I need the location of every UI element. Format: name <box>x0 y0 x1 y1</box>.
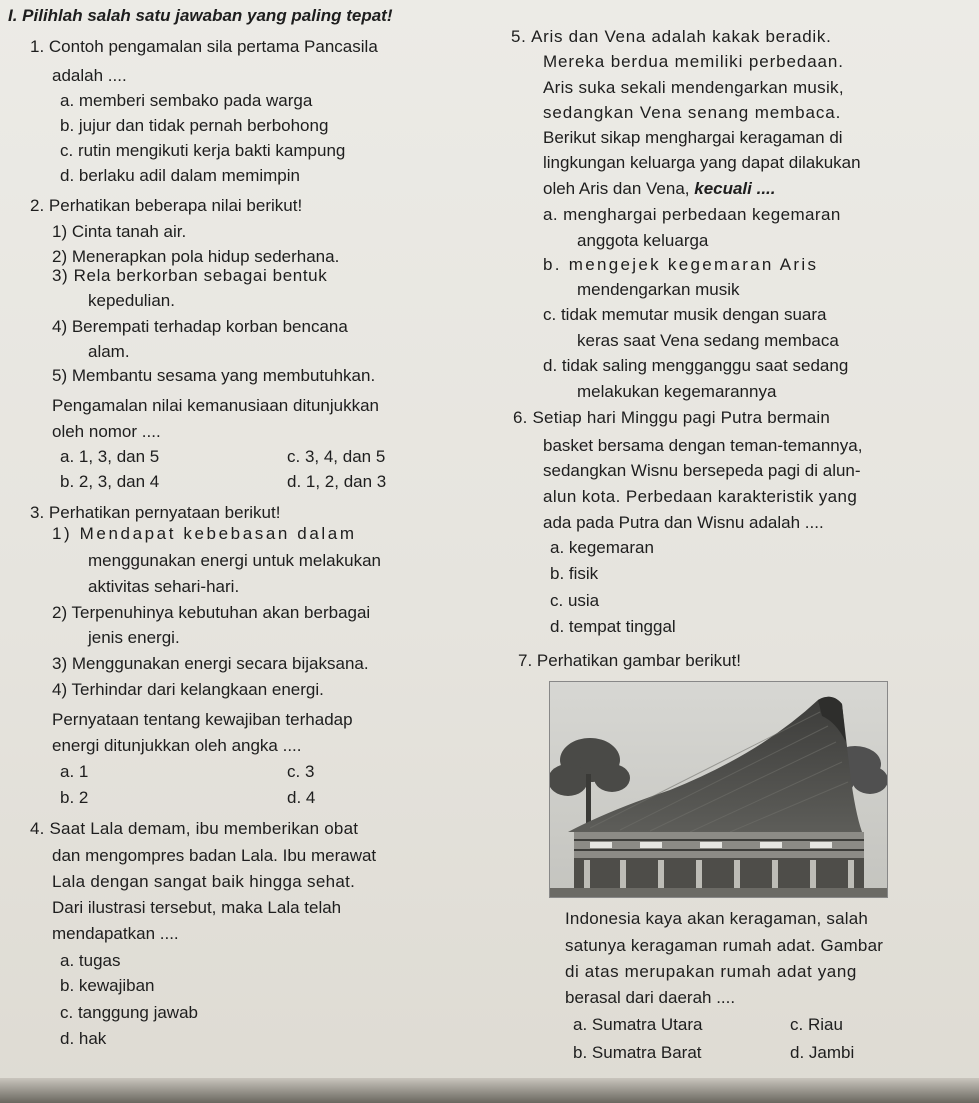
question-7-option-c[interactable]: c. Riau <box>790 1015 843 1034</box>
question-6-stem-line-1: 6. Setiap hari Minggu pagi Putra bermain <box>513 408 831 427</box>
question-2-option-d[interactable]: d. 1, 2, dan 3 <box>287 472 387 491</box>
question-3-item-1-cont-1: menggunakan energi untuk melakukan <box>88 551 381 570</box>
question-1-option-b[interactable]: b. jujur dan tidak pernah berbohong <box>60 116 329 135</box>
question-4-option-c[interactable]: c. tanggung jawab <box>60 1003 198 1022</box>
question-3-option-d[interactable]: d. 4 <box>287 788 316 807</box>
question-5-option-d[interactable]: d. tidak saling mengganggu saat sedang <box>543 356 849 375</box>
question-4-stem-line-1: 4. Saat Lala demam, ibu memberikan obat <box>30 819 359 838</box>
question-5-stem-line-7 <box>543 179 776 199</box>
question-7-text-line-3: di atas merupakan rumah adat yang <box>565 962 857 981</box>
question-2-item-4: 4) Berempati terhadap korban bencana <box>52 317 348 336</box>
question-7-text-line-1: Indonesia kaya akan keragaman, salah <box>565 909 869 928</box>
question-5-option-b[interactable]: b. mengejek kegemaran Aris <box>543 255 819 274</box>
question-5-option-b-cont: mendengarkan musik <box>577 280 740 299</box>
question-2-item-5: 5) Membantu sesama yang membutuhkan. <box>52 366 376 385</box>
question-2-stem: 2. Perhatikan beberapa nilai berikut! <box>30 196 303 215</box>
question-3-option-c[interactable]: c. 3 <box>287 762 315 781</box>
question-2-item-1: 1) Cinta tanah air. <box>52 222 187 241</box>
question-3-item-1-cont-2: aktivitas sehari-hari. <box>88 577 240 596</box>
question-5-option-a-cont: anggota keluarga <box>577 231 709 250</box>
question-2-item-4-cont: alam. <box>88 342 130 361</box>
question-5-stem-line-1: 5. Aris dan Vena adalah kakak beradik. <box>511 27 832 46</box>
question-6-stem-line-2: basket bersama dengan teman-temannya, <box>543 436 863 455</box>
question-2-item-3: 3) Rela berkorban sebagai bentuk <box>52 266 328 285</box>
question-6-option-b[interactable]: b. fisik <box>550 564 599 583</box>
question-4-stem-line-3: Lala dengan sangat baik hingga sehat. <box>52 872 356 891</box>
question-4-option-a[interactable]: a. tugas <box>60 951 121 970</box>
question-6-option-d[interactable]: d. tempat tinggal <box>550 617 676 636</box>
question-5-stem-line-5: Berikut sikap menghargai keragaman di <box>543 128 843 147</box>
question-7-option-d[interactable]: d. Jambi <box>790 1043 855 1062</box>
question-6-option-c[interactable]: c. usia <box>550 591 600 610</box>
question-3-option-a[interactable]: a. 1 <box>60 762 89 781</box>
question-5-option-a[interactable]: a. menghargai perbedaan kegemaran <box>543 205 841 224</box>
traditional-house-image <box>550 682 887 897</box>
question-5-stem-line-3: Aris suka sekali mendengarkan musik, <box>543 78 844 97</box>
question-2-option-a[interactable]: a. 1, 3, dan 5 <box>60 447 160 466</box>
question-7-text-line-4: berasal dari daerah .... <box>565 988 736 1007</box>
question-1-option-c[interactable]: c. rutin mengikuti kerja bakti kampung <box>60 141 346 160</box>
question-3-item-4: 4) Terhindar dari kelangkaan energi. <box>52 680 324 699</box>
question-2-option-c[interactable]: c. 3, 4, dan 5 <box>287 447 386 466</box>
question-2-prompt-line-1: Pengamalan nilai kemanusiaan ditunjukkan <box>52 396 379 415</box>
question-6-stem-line-5: ada pada Putra dan Wisnu adalah .... <box>543 513 824 532</box>
question-1-option-d[interactable]: d. berlaku adil dalam memimpin <box>60 166 300 185</box>
question-5-stem-text: oleh Aris dan Vena, <box>543 179 695 198</box>
question-4-option-d[interactable]: d. hak <box>60 1029 107 1048</box>
question-3-item-2-cont: jenis energi. <box>88 628 180 647</box>
section-title: I. Pilihlah salah satu jawaban yang paling tepat! <box>8 6 393 25</box>
question-3-item-1: 1) Mendapat kebebasan dalam <box>52 524 357 543</box>
question-4-stem-line-4: Dari ilustrasi tersebut, maka Lala telah <box>52 898 342 917</box>
question-5-stem-line-2: Mereka berdua memiliki perbedaan. <box>543 52 844 71</box>
question-5-option-d-cont: melakukan kegemarannya <box>577 382 777 401</box>
traditional-house-photo <box>549 681 888 898</box>
question-1-stem-line-1: 1. Contoh pengamalan sila pertama Pancasila <box>30 37 378 56</box>
question-3-prompt-line-1: Pernyataan tentang kewajiban terhadap <box>52 710 353 729</box>
question-6-option-a[interactable]: a. kegemaran <box>550 538 654 557</box>
question-5-stem-line-4: sedangkan Vena senang membaca. <box>543 103 842 122</box>
question-6-stem-line-3: sedangkan Wisnu bersepeda pagi di alun- <box>543 461 861 480</box>
question-5-option-c-cont: keras saat Vena sedang membaca <box>577 331 839 350</box>
question-2-item-2: 2) Menerapkan pola hidup sederhana. <box>52 247 340 266</box>
question-3-stem: 3. Perhatikan pernyataan berikut! <box>30 503 281 522</box>
question-5-stem-line-6: lingkungan keluarga yang dapat dilakukan <box>543 153 861 172</box>
question-7-text-line-2: satunya keragaman rumah adat. Gambar <box>565 936 884 955</box>
question-3-item-3: 3) Menggunakan energi secara bijaksana. <box>52 654 369 673</box>
question-7-option-b[interactable]: b. Sumatra Barat <box>573 1043 702 1062</box>
question-7-option-a[interactable]: a. Sumatra Utara <box>573 1015 703 1034</box>
question-4-stem-line-5: mendapatkan .... <box>52 924 179 943</box>
question-7-stem: 7. Perhatikan gambar berikut! <box>518 651 742 670</box>
question-4-option-b[interactable]: b. kewajiban <box>60 976 155 995</box>
question-2-option-b[interactable]: b. 2, 3, dan 4 <box>60 472 160 491</box>
question-4-stem-line-2: dan mengompres badan Lala. Ibu merawat <box>52 846 377 865</box>
question-1-stem-line-2: adalah .... <box>52 66 127 85</box>
question-6-stem-line-4: alun kota. Perbedaan karakteristik yang <box>543 487 858 506</box>
question-3-option-b[interactable]: b. 2 <box>60 788 89 807</box>
question-5-emphasis: kecuali .... <box>694 179 776 198</box>
question-5-option-c[interactable]: c. tidak memutar musik dengan suara <box>543 305 827 324</box>
question-3-item-2: 2) Terpenuhinya kebutuhan akan berbagai <box>52 603 371 622</box>
page-bottom-edge <box>0 1078 979 1103</box>
question-3-prompt-line-2: energi ditunjukkan oleh angka .... <box>52 736 302 755</box>
question-2-prompt-line-2: oleh nomor .... <box>52 422 161 441</box>
question-1-option-a[interactable]: a. memberi sembako pada warga <box>60 91 313 110</box>
question-2-item-3-cont: kepedulian. <box>88 291 175 310</box>
